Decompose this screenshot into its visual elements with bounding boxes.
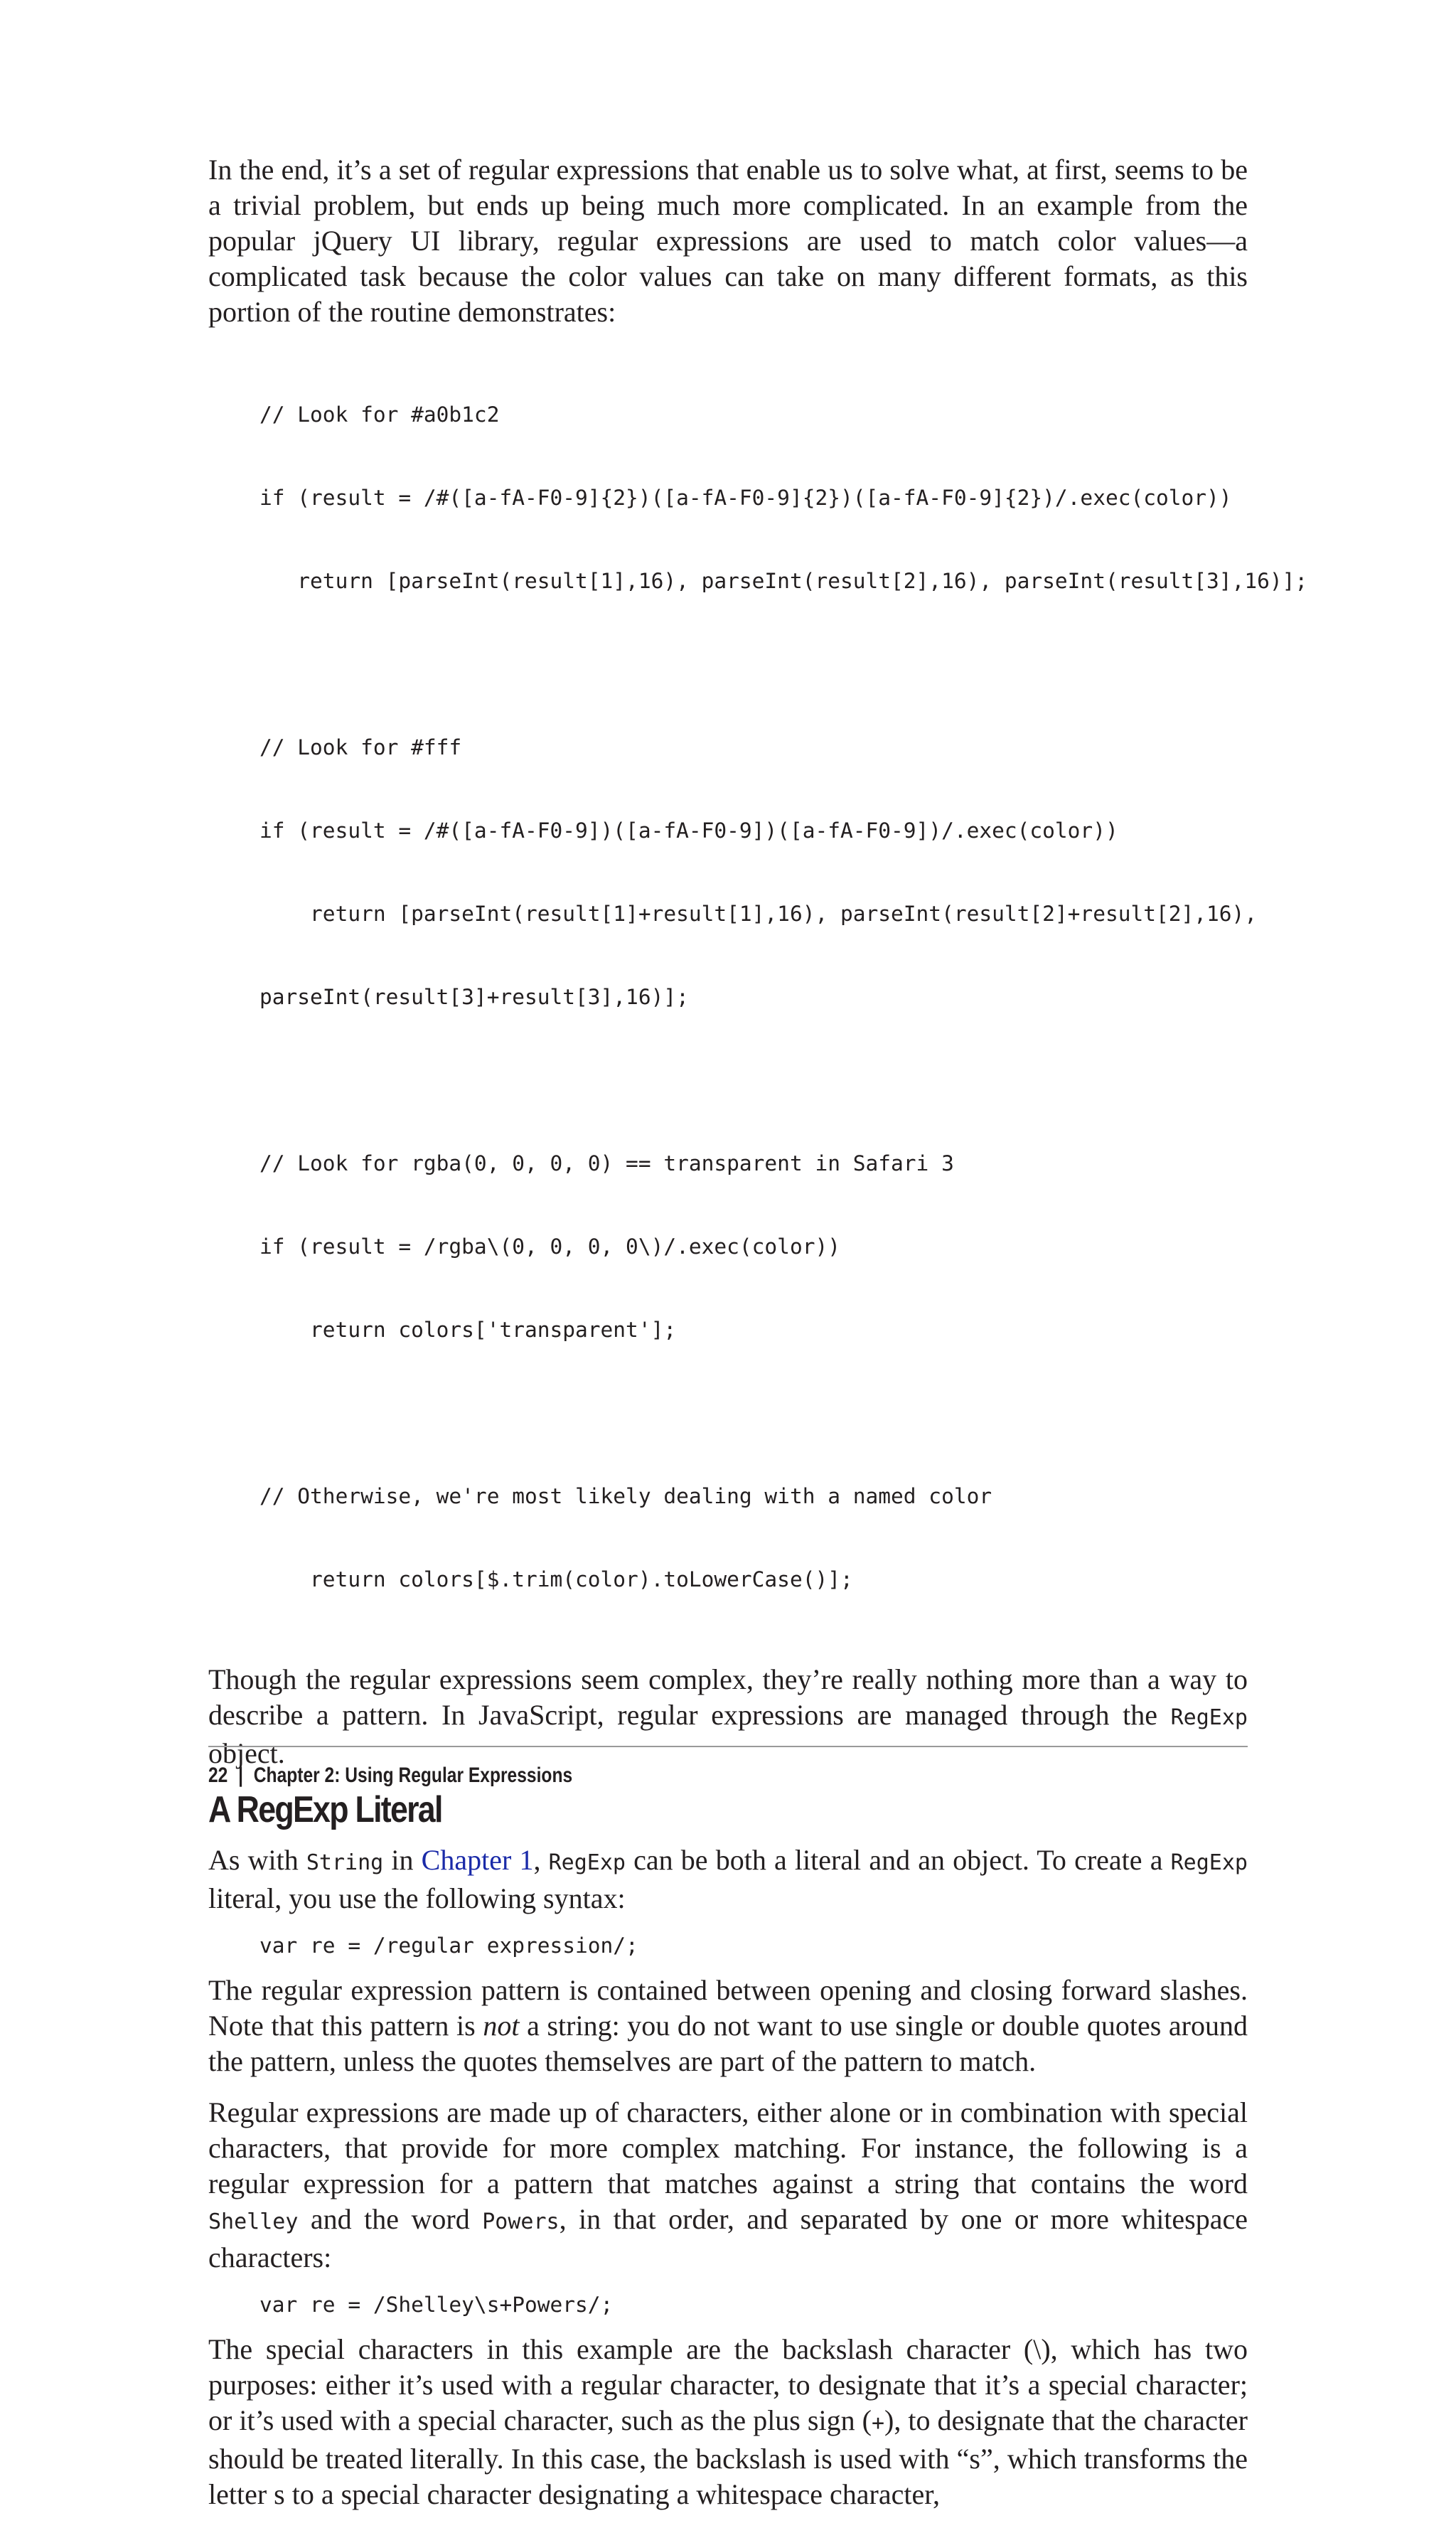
- section-heading: A RegExp Literal: [208, 1789, 442, 1830]
- running-footer: [208, 1763, 1061, 1788]
- chapter-title: Chapter 2: Using Regular Expressions: [253, 1764, 573, 1787]
- inline-code: String: [306, 1850, 384, 1875]
- text-run: can be both a literal and an object. To create a: [625, 1844, 1171, 1876]
- text-run: The regular expression pattern is contained between opening and closing forward slashes. Note that this pattern is: [208, 1974, 1248, 2042]
- code-block-shelley-powers: [208, 2291, 1248, 2319]
- text-run: ,: [533, 1844, 549, 1876]
- inline-code: Shelley: [208, 2209, 299, 2234]
- chapter-1-link[interactable]: Chapter 1: [421, 1844, 534, 1876]
- backslash-explanation-paragraph: [208, 2332, 1248, 2512]
- code-line: return [parseInt(result[1],16), parseInt(result[2],16), parseInt(result[3],16)];: [259, 569, 1308, 593]
- special-characters-paragraph: [208, 2095, 1248, 2276]
- inline-code: RegExp: [548, 1850, 626, 1875]
- text-run: in: [383, 1844, 422, 1876]
- page-footer: [208, 1746, 1248, 1788]
- code-line: var re = /regular expression/;: [259, 1934, 638, 1958]
- code-line: [259, 1399, 1248, 1427]
- emphasis: not: [483, 2010, 520, 2042]
- code-line: return colors['transparent'];: [259, 1318, 677, 1342]
- code-line: if (result = /rgba\(0, 0, 0, 0\)/.exec(color)): [259, 1234, 840, 1259]
- code-line: return colors[$.trim(color).toLowerCase()];: [259, 1567, 853, 1591]
- text-run: literal, you use the following syntax:: [208, 1882, 626, 1914]
- text-run: object.: [208, 1737, 285, 1769]
- inline-code: RegExp: [1170, 1705, 1248, 1730]
- inline-code: RegExp: [1170, 1850, 1248, 1875]
- footer-divider: [208, 1746, 1248, 1747]
- text-run: Regular expressions are made up of characters, either alone or in combination with special characters, that provide for more complex matching. For instance, the following is a regular expression for a pattern that matches against a string that contains the word: [208, 2096, 1248, 2199]
- code-line: var re = /Shelley\s+Powers/;: [259, 2293, 614, 2317]
- code-line: if (result = /#([a-fA-F0-9]{2})([a-fA-F0-9]{2})([a-fA-F0-9]{2})/.exec(color)): [259, 486, 1232, 510]
- text-run: a string: you do not want to use single or double quotes around the pattern, unless the quotes themselves are part of the pattern to match.: [208, 2010, 1248, 2077]
- text-run: ), to designate that the character should be treated literally. In this case, the backslash is used with “s”, which transforms the letter s to a special character designating a whitespace character,: [208, 2404, 1248, 2510]
- page-number: 22: [208, 1764, 228, 1787]
- code-block-color-matching: [208, 346, 1308, 1649]
- text-run: As with: [208, 1844, 306, 1876]
- text-run: and the word: [298, 2203, 483, 2235]
- code-line: // Look for #a0b1c2: [259, 402, 500, 427]
- code-line: [259, 1067, 1248, 1094]
- page-content: [208, 152, 1308, 2528]
- code-line: // Look for rgba(0, 0, 0, 0) == transparent in Safari 3: [259, 1151, 954, 1175]
- code-block-literal-syntax: [208, 1932, 1248, 1960]
- text-run: Though the regular expressions seem complex, they’re really nothing more than a way to describe a pattern. In JavaScript, regular expressions are managed through the: [208, 1663, 1248, 1731]
- code-line: [259, 651, 1248, 678]
- text-run: , in that order, and separated by one or more whitespace characters:: [208, 2203, 1248, 2273]
- code-line: return [parseInt(result[1]+result[1],16), parseInt(result[2]+result[2],16),: [259, 902, 1258, 926]
- inline-code: Powers: [482, 2209, 560, 2234]
- code-line: parseInt(result[3]+result[3],16)];: [259, 985, 689, 1009]
- intro-paragraph: In the end, it’s a set of regular expressions that enable us to solve what, at first, seems to be a trivial problem, but ends up being much more complicated. In an example from the popular jQuery UI library, regular expressions are used to match color values—a complicated task because the color values can take on many different formats, as this portion of the routine demonstrates:: [208, 154, 1248, 328]
- footer-separator: |: [238, 1764, 244, 1787]
- code-line: // Otherwise, we're most likely dealing with a named color: [259, 1484, 992, 1508]
- inline-code: +: [871, 2411, 884, 2436]
- literal-intro-paragraph: [208, 1842, 1248, 1916]
- text-run: The special characters in this example are the backslash character (\), which has two purposes: either it’s used with a regular character, to designate that it’s a special character; or it’s used with a special character, such as the plus sign (: [208, 2333, 1248, 2436]
- pattern-explanation-paragraph: [208, 1973, 1248, 2079]
- code-line: if (result = /#([a-fA-F0-9])([a-fA-F0-9])([a-fA-F0-9])/.exec(color)): [259, 818, 1118, 843]
- code-line: // Look for #fff: [259, 735, 462, 759]
